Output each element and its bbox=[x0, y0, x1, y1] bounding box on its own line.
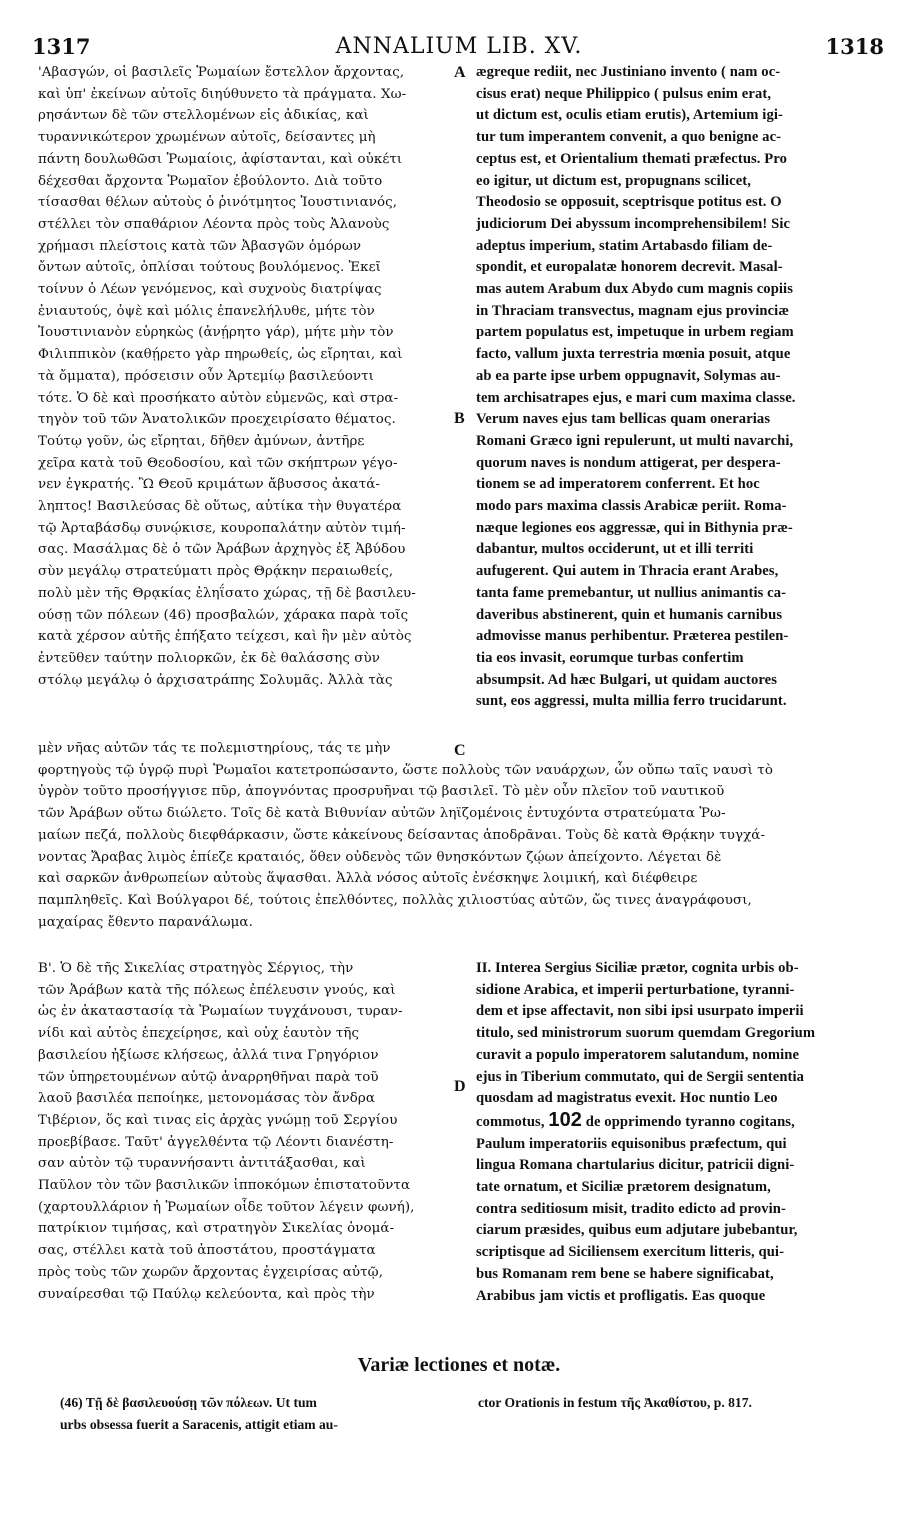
text-line: μαίων πεζά, πολλοὺς διεφθάρκασιν, ὥστε κἀκείνους δείσαντας ἀποδρᾶναι. Τοὺς δὲ κατὰ Θρᾴκην τυγχά- bbox=[38, 827, 766, 843]
text-line: dabantur, multos occiderunt, ut et illi territi bbox=[476, 541, 754, 558]
text-line: ciarum præsides, quibus eum adjutare jubebantur, bbox=[476, 1222, 798, 1239]
text-line: næque legiones eos aggressæ, qui in Bithynia præ- bbox=[476, 519, 793, 536]
text-line: sunt, eos aggressi, multa millia ferro trucidarunt. bbox=[476, 693, 787, 710]
text-line: spondit, et europalatæ honorem decrevit. Masal- bbox=[476, 259, 783, 276]
text-line: ούσῃ τῶν πόλεων (46) προσβαλών, χάρακα παρὰ τοῖς bbox=[38, 607, 409, 623]
text-line: curavit a populo imperatorem salutandum, nomine bbox=[476, 1046, 800, 1063]
text-line: tionem se ad imperatorem conferrent. Et hoc bbox=[476, 476, 760, 493]
text-line: τίσασθαι θέλων αὐτοὺς ὁ ῥινότμητος Ἰουστινιανός, bbox=[38, 195, 398, 211]
text-line: κατὰ χέρσον αὐτῆς ἐπήξατο τείχεσι, καὶ ἣν μὲν αὐτὸς bbox=[38, 629, 412, 645]
text-line: τῶν ὑπηρετουμένων αὐτῷ ἀναρρηθῆναι παρὰ τοῦ bbox=[38, 1069, 379, 1085]
greek-column-2 bbox=[38, 958, 452, 1305]
margin-marker-a: A bbox=[454, 64, 466, 81]
text-line: Φιλιππικὸν (καθῄρετο γὰρ πηρωθείς, ὡς εἴρηται, καὶ bbox=[38, 347, 403, 363]
text-line: Τούτῳ γοῦν, ὡς εἴρηται, δῆθεν ἀμύνων, ἀντῆρε bbox=[38, 433, 365, 449]
text-line: quosdam ad magistratus evexit. Hoc nuntio Leo bbox=[476, 1090, 778, 1107]
text-line: daveribus abstinerent, quin et humanis carnibus bbox=[476, 606, 783, 623]
text-line: commotus, 102 de opprimendo tyranno cogitans, bbox=[476, 1109, 795, 1131]
text-line: judiciorum Dei abyssum incomprehensibilem! Sic bbox=[476, 215, 791, 232]
greek-column-1 bbox=[38, 62, 452, 691]
text-line: Τιβέριον, ὅς καὶ τινας εἰς ἀρχὰς γνώμῃ τοῦ Σεργίου bbox=[38, 1112, 398, 1128]
running-title: ANNALIUM LIB. XV. bbox=[335, 34, 583, 59]
text-line: adeptus imperium, statim Artabasdo filiam de- bbox=[476, 237, 773, 254]
text-line: καὶ ὑπ' ἐκείνων αὐτοῖς διηύθυνετο τὰ πράγματα. Χω- bbox=[38, 86, 407, 102]
text-line: ab ea parte ipse urbem oppugnavit, Solymas au- bbox=[476, 367, 781, 384]
text-line: ctor Orationis in festum τῆς Ἀκαθίστου, p. 817. bbox=[478, 1395, 752, 1410]
text-line: ut dictum est, oculis etiam erutis), Artemium igi- bbox=[476, 107, 783, 124]
text-line: eo igitur, ut dictum est, propugnans scilicet, bbox=[476, 172, 752, 189]
text-line: urbs obsessa fuerit a Saracenis, attigit etiam au- bbox=[60, 1417, 338, 1432]
text-line: Verum naves ejus tam bellicas quam onerarias bbox=[476, 411, 771, 428]
text-line: tia eos invasit, eorumque turbas confertim bbox=[476, 649, 744, 666]
text-line: Theodosio se opposuit, sceptrisque potitus est. O bbox=[476, 194, 782, 211]
text-line: νεν ἐγκρατής. Ὢ Θεοῦ κριμάτων ἄβυσσος ἀκατά- bbox=[38, 477, 380, 493]
text-line: λαοῦ βασιλέα πεποίηκε, μετονομάσας τὸν ἄνδρα bbox=[38, 1091, 376, 1107]
text-line: scriptisque ad Siciliensem exercitum litteris, qui- bbox=[476, 1244, 785, 1261]
text-line: χρήμασι πλείστοις κατὰ τῶν Ἀβασγῶν ὁμόρων bbox=[38, 238, 362, 254]
text-line: tem archisatrapes ejus, e mari cum maxima classe. bbox=[476, 389, 796, 406]
text-line: contra seditiosum misit, tradito edicto ad provin- bbox=[476, 1200, 786, 1217]
page-reference-number: 102 bbox=[548, 1109, 583, 1131]
text-line: tanta fame premebantur, ut nullius animantis ca- bbox=[476, 584, 787, 601]
text-line: προεβίβασε. Ταῦτ' ἀγγελθέντα τῷ Λέοντι διανέστη- bbox=[38, 1134, 394, 1150]
text-line: 'Αβασγών, οἱ βασιλεῖς Ῥωμαίων ἔστελλον ἄρχοντας, bbox=[38, 65, 405, 80]
text-line: ληπτος! Βασιλεύσας δὲ οὕτως, αὐτίκα τὴν θυγατέρα bbox=[38, 499, 402, 515]
text-line: πάντη δουλωθῶσι Ῥωμαίοις, ἀφίστανται, καὶ οὐκέτι bbox=[38, 151, 403, 167]
text-line: ὑγρὸν τοῦτο προσήγγισε πῦρ, ἀπογνόντας προσρυῆναι τῷ βασιλεῖ. Τὸ μὲν οὖν πλεῖον τοῦ ναυτικοῦ bbox=[38, 784, 725, 800]
margin-marker-c: C bbox=[454, 742, 466, 759]
margin-marker-d: D bbox=[454, 1078, 466, 1095]
text-line: στόλῳ μεγάλῳ ὁ ἀρχισατράπης Σολυμᾶς. Ἀλλὰ τὰς bbox=[38, 672, 393, 688]
text-line: χεῖρα κατὰ τοῦ Θεοδοσίου, καὶ τῶν σκήπτρων γέγο- bbox=[38, 455, 398, 471]
text-line: quorum naves is nondum attigerat, per despera- bbox=[476, 454, 781, 471]
text-line: modo pars maxima classis Arabicæ periit. Roma- bbox=[476, 498, 787, 515]
text-line: (χαρτουλλάριον ἡ Ῥωμαίων οἶδε τοῦτον λέγειν φωνή), bbox=[38, 1199, 415, 1215]
text-line: πολὺ μὲν τῆς Θρᾳκίας ἐληΐσατο χώρας, τῇ δὲ βασιλευ- bbox=[38, 585, 416, 601]
page-number-right: 1318 bbox=[825, 34, 884, 59]
text-line: ὄντων αὐτοῖς, ὁπλίσαι τούτους βουλόμενος. Ἐκεῖ bbox=[38, 260, 382, 276]
greek-full-width bbox=[38, 738, 884, 933]
text-line: Arabibus jam victis et profligatis. Eas quoque bbox=[476, 1287, 766, 1304]
margin-marker-b: B bbox=[454, 410, 465, 427]
text-line: Παῦλον τὸν τῶν βασιλικῶν ἱπποκόμων ἐπιστατοῦντα bbox=[38, 1178, 411, 1194]
text-line: τυραννικώτερον χρωμένων αὐτοῖς, δείσαντες μὴ bbox=[38, 130, 376, 146]
text-line: μαχαίρας ἔθεντο παρανάλωμα. bbox=[38, 914, 253, 930]
latin-column-1 bbox=[476, 62, 880, 713]
text-line: δέχεσθαι ἄρχοντα Ῥωμαῖον ἐβούλοντο. Διὰ τοῦτο bbox=[38, 173, 383, 189]
text-line: σαν αὐτὸν τῷ τυραννήσαντι ἀντιτάξασθαι, καὶ bbox=[38, 1156, 366, 1172]
text-line: cisus erat) neque Philippico ( pulsus enim erat, bbox=[476, 85, 772, 102]
text-line: bus Romanam rem bene se habere significabat, bbox=[476, 1265, 774, 1282]
text-line: τῶν Ἀράβων οὕτω διώλετο. Τοῖς δὲ κατὰ Βιθυνίαν αὐτῶν ληϊζομένοις ἐντυχόντα στρατεύματα Ῥω- bbox=[38, 806, 726, 822]
text-line: Β'. Ὁ δὲ τῆς Σικελίας στρατηγὸς Σέργιος, τὴν bbox=[38, 961, 354, 976]
text-line: τηγὸν τοῦ τῶν Ἀνατολικῶν προεχειρίσατο θέματος. bbox=[38, 412, 396, 428]
page-number-left: 1317 bbox=[32, 34, 91, 59]
text-line: βασιλείου ἠξίωσε κλήσεως, ἀλλά τινα Γρηγόριον bbox=[38, 1047, 379, 1063]
text-line: in Thraciam transvectus, magnam ejus provinciæ bbox=[476, 302, 789, 319]
notes-right-column bbox=[478, 1392, 878, 1414]
notes-heading: Variæ lectiones et notæ. bbox=[357, 1354, 561, 1376]
text-line: mas autem Arabum dux Abydo cum magnis copiis bbox=[476, 281, 793, 298]
text-line: aufugerent. Qui autem in Thracia erant Arabes, bbox=[476, 563, 779, 580]
text-line: σας, στέλλει κατὰ τοῦ ἀποστάτου, προστάγματα bbox=[38, 1243, 376, 1259]
text-line: νίδι καὶ αὐτὸς ἐπεχείρησε, καὶ οὐχ ἑαυτὸν τῆς bbox=[38, 1026, 360, 1042]
notes-left-column bbox=[60, 1392, 460, 1436]
text-line: Paulum imperatoriis equisonibus præfectum, qui bbox=[476, 1135, 787, 1152]
text-line: συναίρεσθαι τῷ Παύλῳ κελεύοντα, καὶ πρὸς τὴν bbox=[38, 1286, 375, 1302]
text-line: Ἰουστινιανὸν εὑρηκὼς (ἀνῄρητο γάρ), μήτε μὴν τὸν bbox=[38, 325, 394, 341]
text-line: ejus in Tiberium commutato, qui de Sergii sententia bbox=[476, 1068, 805, 1085]
text-line: ὡς ἐν ἀκαταστασίᾳ τὰ Ῥωμαίων τυγχάνουσι, τυραν- bbox=[38, 1004, 403, 1020]
text-line: καὶ σαρκῶν ἀνθρωπείων αὐτοὺς ἅψασθαι. Ἀλλὰ νόσος αὐτοῖς ἐνέσκηψε λοιμική, καὶ διέφθειρε bbox=[38, 871, 698, 887]
text-line: στέλλει τὸν σπαθάριον Λέοντα πρὸς τοὺς Ἀλανοὺς bbox=[38, 216, 390, 232]
text-line: πατρίκιον τιμήσας, καὶ στρατηγὸν Σικελίας ὀνομά- bbox=[38, 1221, 395, 1237]
text-line: ρησάντων δὲ τῶν στελλομένων εἰς ἀδικίας, καὶ bbox=[38, 108, 369, 124]
text-line: Romani Græco igni repulerunt, ut multi navarchi, bbox=[476, 432, 794, 449]
text-line: II. Interea Sergius Siciliæ prætor, cognita urbis ob- bbox=[476, 960, 799, 976]
text-line: σὺν μεγάλῳ στρατεύματι πρὸς Θρᾴκην περαιωθείς, bbox=[38, 564, 394, 580]
text-line: τότε. Ὁ δὲ καὶ προσήκατο αὐτὸν εὐμενῶς, καὶ στρα- bbox=[38, 390, 399, 406]
text-line: παμπληθεῖς. Καὶ Βούλγαροι δέ, τούτοις ἐπελθόντες, πολλὰς χιλιοστύας αὐτῶν, ὥς τινες ἀναγράφουσι, bbox=[38, 892, 752, 908]
text-line: τοίνυν ὁ Λέων γενόμενος, καὶ συχνοὺς διατρίψας bbox=[38, 282, 382, 298]
text-line: (46) Τῇ δὲ βασιλευούσῃ τῶν πόλεων. Ut tum bbox=[60, 1395, 317, 1410]
text-line: τῶν Ἀράβων κατὰ τῆς πόλεως ἐπέλευσιν γνούς, καὶ bbox=[38, 982, 396, 998]
text-line: dem et ipse affectavit, non sibi ipsi usurpato imperii bbox=[476, 1003, 804, 1020]
page-header bbox=[0, 0, 918, 60]
text-line: μὲν νῆας αὐτῶν τάς τε πολεμιστηρίους, τάς τε μὴν bbox=[38, 741, 391, 756]
text-line: πρὸς τοὺς τῶν χωρῶν ἄρχοντας ἐγχειρίσας αὐτῷ, bbox=[38, 1264, 384, 1280]
text-line: partem populatus est, impetuque in urbem regiam bbox=[476, 324, 794, 341]
text-line: φορτηγοὺς τῷ ὑγρῷ πυρὶ Ῥωμαῖοι κατετροπώσαντο, ὥστε πολλοὺς τῶν ναυάρχων, ὧν οὔπω ταῖς ναυσὶ τὸ bbox=[38, 762, 773, 778]
text-line: lingua Romana chartularius dicitur, patricii digni- bbox=[476, 1157, 795, 1174]
text-line: tur tum imperantem convenit, a quo benigne ac- bbox=[476, 129, 782, 146]
text-line: titulo, sed ministrorum suorum quemdam Gregorium bbox=[476, 1025, 816, 1042]
text-line: σας. Μασάλμας δὲ ὁ τῶν Ἀράβων ἀρχηγὸς ἐξ Ἀβύδου bbox=[38, 542, 406, 558]
text-line: νοντας Ἄραβας λιμὸς ἐπίεζε κραταιός, ὅθεν οὐδενὸς τῶν θνησκόντων ζῴων ἀπείχοντο. Λέγεται δὲ bbox=[38, 849, 722, 865]
text-line: τῷ Ἀρταβάσδῳ συνῴκισε, κουροπαλάτην αὐτὸν τιμή- bbox=[38, 520, 406, 536]
text-line: ceptus est, et Orientalium themati præfectus. Pro bbox=[476, 150, 788, 167]
text-line: τὰ ὄμματα), πρόσεισιν οὖν Ἀρτεμίῳ βασιλεύοντι bbox=[38, 368, 374, 384]
text-line: sidione Arabica, et imperii perturbatione, tyranni- bbox=[476, 981, 795, 998]
text-line: tate ornatum, et Siciliæ prætorem designatum, bbox=[476, 1179, 771, 1196]
text-line: ἐντεῦθεν ταύτην πολιορκῶν, ἐκ δὲ θαλάσσης σὺν bbox=[38, 650, 381, 666]
text-line: absumpsit. Ad hæc Bulgari, ut quidam auctores bbox=[476, 671, 778, 688]
latin-column-2 bbox=[476, 958, 880, 1307]
text-line: facto, vallum juxta terrestria mœnia posuit, atque bbox=[476, 346, 791, 363]
text-line: ἐνιαυτούς, ὀψὲ καὶ μόλις ἐπανελήλυθε, μήτε τὸν bbox=[38, 303, 375, 319]
text-line: admovisse manus perhibentur. Præterea pestilen- bbox=[476, 628, 789, 645]
text-line: ægreque rediit, nec Justiniano invento ( nam oc- bbox=[476, 64, 781, 80]
